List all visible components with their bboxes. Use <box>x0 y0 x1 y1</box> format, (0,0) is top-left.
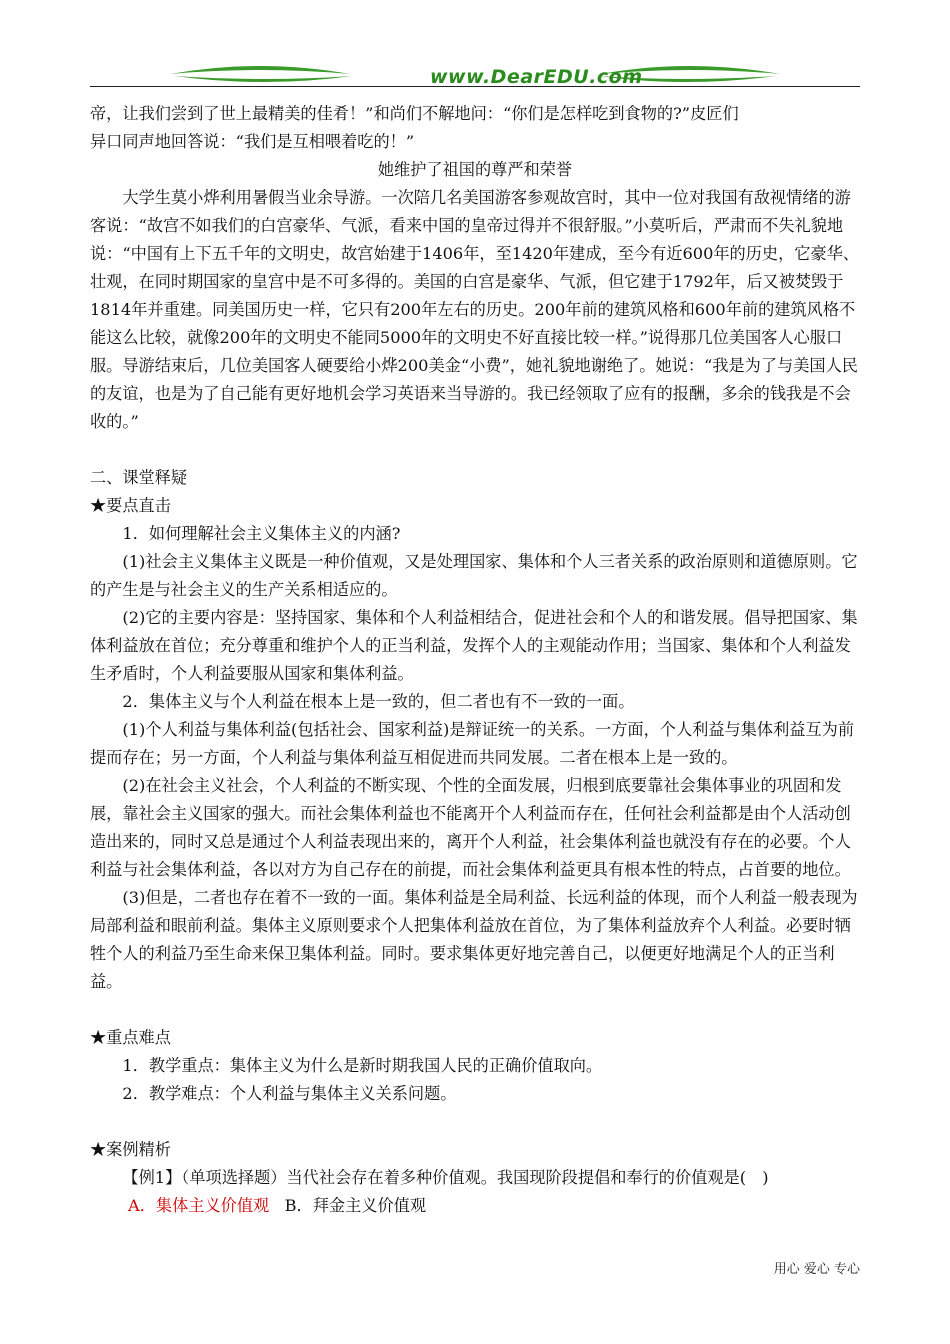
key-point-q2: 2．集体主义与个人利益在根本上是一致的，但二者也有不一致的一面。 <box>122 692 635 711</box>
key-point-q1-p2: (2)它的主要内容是：坚持国家、集体和个人利益相结合，促进社会和个人的和谐发展。倡导把国家、集体利益放在首位；充分尊重和维护个人的正当利益，发挥个人的主观能动作用；当国家、集体和个人利益发生矛盾时，个人利益要服从国家和集体利益。 <box>90 608 858 683</box>
example-1-options <box>90 1192 860 1220</box>
key-point-q2-p2: (2)在社会主义社会，个人利益的不断实现、个性的全面发展，归根到底要靠社会集体事业的巩固和发展，靠社会主义国家的强大。而社会集体利益也不能离开个人利益而存在，任何社会利益都是由个人活动创造出来的，同时又总是通过个人利益表现出来的，离开个人利益，社会集体利益也就没有存在的必要。个人利益与社会集体利益，各以对方为自己存在的前提，而社会集体利益更具有根本性的特点，占首要的地位。 <box>90 776 851 879</box>
header-rule <box>90 86 860 87</box>
key-point-q2-p1: (1)个人利益与集体利益(包括社会、国家利益)是辩证统一的关系。一方面，个人利益与集体利益互为前提而存在；另一方面，个人利益与集体利益互相促进而共同发展。二者在根本上是一致的。 <box>90 720 855 767</box>
story1-line2: 异口同声地回答说：“我们是互相喂着吃的！” <box>90 132 415 151</box>
difficulties-heading: ★重点难点 <box>90 1028 171 1047</box>
story2-body: 大学生莫小烨利用暑假当业余导游。一次陪几名美国游客参观故宫时，其中一位对我国有敌视情绪的游客说：“故宫不如我们的白宫豪华、气派，看来中国的皇帝过得并不很舒服。”小莫听后，严肃而不失礼貌地说：“中国有上下五千年的文明史，故宫始建于1406年，至1420年建成，至今有近600年的历史，它豪华、壮观，在同时期国家的皇宫中是不可多得的。美国的白宫是豪华、气派，但它建于1792年，后又被焚毁于1814年并重建。同美国历史一样，它只有200年左右的历史。200年前的建筑风格和600年前的建筑风格不能这么比较，就像200年的文明史不能同5000年的文明史不好直接比较一样。”说得那几位美国客人心服口服。导游结束后，几位美国客人硬要给小烨200美金“小费”，她礼貌地谢绝了。她说：“我是为了与美国人民的友谊，也是为了自己能有更好地机会学习英语来当导游的。我已经领取了应有的报酬，多余的钱我是不会收的。” <box>90 188 860 431</box>
story2-title: 她维护了祖国的尊严和荣誉 <box>377 160 573 179</box>
option-b: B．拜金主义价值观 <box>284 1196 427 1215</box>
difficulty-item-1: 1．教学重点：集体主义为什么是新时期我国人民的正确价值取向。 <box>122 1056 603 1075</box>
key-points-heading: ★要点直击 <box>90 496 171 515</box>
document-body <box>90 100 860 1220</box>
story1-line1: 帝，让我们尝到了世上最精美的佳肴！”和尚们不解地问：“你们是怎样吃到食物的?”皮匠们 <box>90 104 739 123</box>
key-point-q1-p1: (1)社会主义集体主义既是一种价值观，又是处理国家、集体和个人三者关系的政治原则和道德原则。它的产生是与社会主义的生产关系相适应的。 <box>90 552 858 599</box>
cases-heading: ★案例精析 <box>90 1140 171 1159</box>
key-point-q1: 1．如何理解社会主义集体主义的内涵? <box>122 524 401 543</box>
site-logo-text: www.DearEDU.com <box>430 66 643 88</box>
page-footer: 用心 爱心 专心 <box>773 1262 860 1277</box>
difficulty-item-2: 2．教学难点：个人利益与集体主义关系问题。 <box>122 1084 457 1103</box>
section2-heading: 二、课堂释疑 <box>90 468 188 487</box>
key-point-q2-p3: (3)但是，二者也存在着不一致的一面。集体利益是全局利益、长远利益的体现，而个人利益一般表现为局部利益和眼前利益。集体主义原则要求个人把集体利益放在首位，为了集体利益放弃个人利益。必要时牺牲个人的利益乃至生命来保卫集体利益。同时。要求集体更好地完善自己，以便更好地满足个人的正当利益。 <box>90 888 858 991</box>
example-1-question: 【例1】（单项选择题）当代社会存在着多种价值观。我国现阶段提倡和奉行的价值观是( ) <box>122 1168 769 1187</box>
option-a: A．集体主义价值观 <box>128 1196 270 1215</box>
